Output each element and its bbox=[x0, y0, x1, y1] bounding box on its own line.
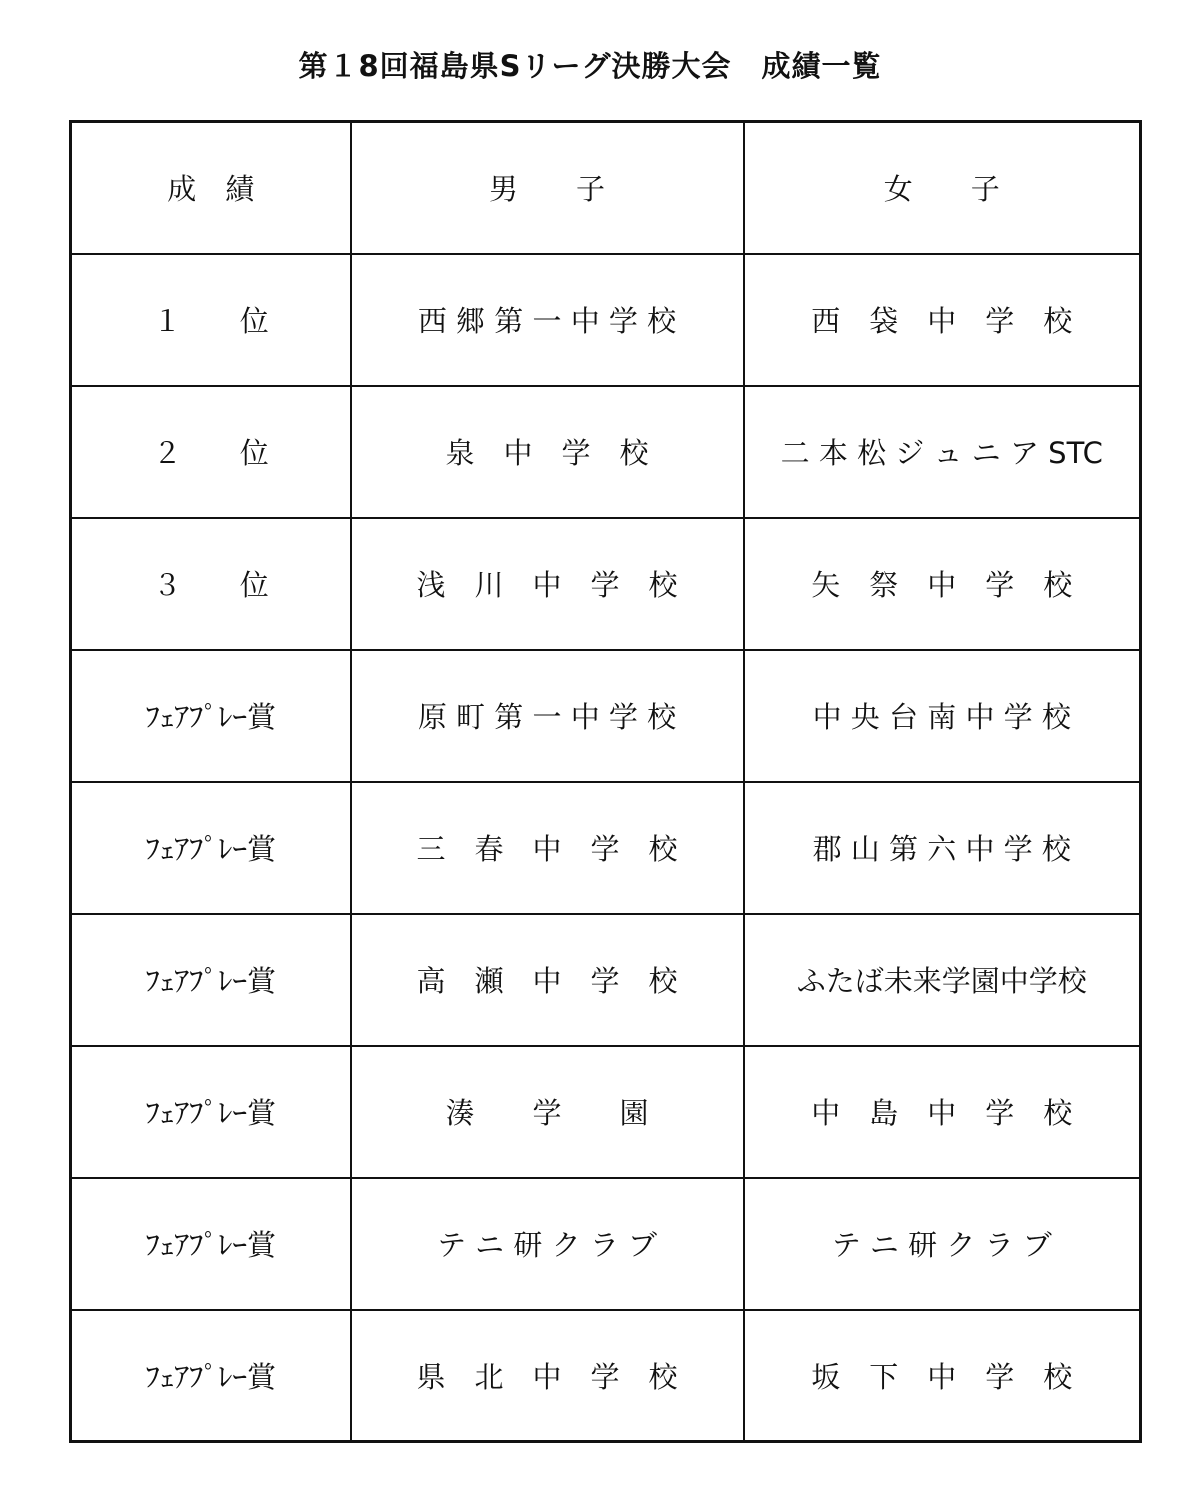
header-row bbox=[71, 122, 1141, 254]
boys-school-cell: 県 北 中 学 校 bbox=[351, 1310, 744, 1442]
rank-cell: ﾌｪｱﾌﾟﾚｰ賞 bbox=[71, 1178, 351, 1310]
rank-cell: ２ 位 bbox=[71, 386, 351, 518]
girls-school-cell: 中 央 台 南 中 学 校 bbox=[744, 650, 1141, 782]
results-table bbox=[69, 120, 1142, 1443]
table-row bbox=[71, 1178, 1141, 1310]
table-row bbox=[71, 650, 1141, 782]
table-row bbox=[71, 914, 1141, 1046]
boys-school-cell: 浅 川 中 学 校 bbox=[351, 518, 744, 650]
table-row bbox=[71, 386, 1141, 518]
girls-school-cell: ふたば未来学園中学校 bbox=[744, 914, 1141, 1046]
boys-school-cell: 西 郷 第 一 中 学 校 bbox=[351, 254, 744, 386]
table-row bbox=[71, 254, 1141, 386]
header-rank: 成 績 bbox=[71, 122, 351, 254]
girls-school-cell: 郡 山 第 六 中 学 校 bbox=[744, 782, 1141, 914]
table-row bbox=[71, 518, 1141, 650]
boys-school-cell: 三 春 中 学 校 bbox=[351, 782, 744, 914]
header-boys: 男 子 bbox=[351, 122, 744, 254]
rank-cell: ﾌｪｱﾌﾟﾚｰ賞 bbox=[71, 1046, 351, 1178]
girls-school-cell: テ ニ 研 ク ラ ブ bbox=[744, 1178, 1141, 1310]
girls-school-cell: 中 島 中 学 校 bbox=[744, 1046, 1141, 1178]
girls-school-cell: 西 袋 中 学 校 bbox=[744, 254, 1141, 386]
rank-cell: ﾌｪｱﾌﾟﾚｰ賞 bbox=[71, 914, 351, 1046]
rank-cell: ３ 位 bbox=[71, 518, 351, 650]
table-row bbox=[71, 782, 1141, 914]
boys-school-cell: 高 瀬 中 学 校 bbox=[351, 914, 744, 1046]
rank-cell: ﾌｪｱﾌﾟﾚｰ賞 bbox=[71, 650, 351, 782]
boys-school-cell: テ ニ 研 ク ラ ブ bbox=[351, 1178, 744, 1310]
girls-school-cell: 坂 下 中 学 校 bbox=[744, 1310, 1141, 1442]
boys-school-cell: 泉 中 学 校 bbox=[351, 386, 744, 518]
page-title: 第１8回福島県Sリーグ決勝大会 成績一覧 bbox=[298, 49, 882, 83]
boys-school-cell: 原 町 第 一 中 学 校 bbox=[351, 650, 744, 782]
boys-school-cell: 湊 学 園 bbox=[351, 1046, 744, 1178]
table-row bbox=[71, 1046, 1141, 1178]
table-row bbox=[71, 1310, 1141, 1442]
rank-cell: ﾌｪｱﾌﾟﾚｰ賞 bbox=[71, 782, 351, 914]
header-girls: 女 子 bbox=[744, 122, 1141, 254]
girls-school-cell: 二 本 松 ジ ュ ニ ア STC bbox=[744, 386, 1141, 518]
rank-cell: ﾌｪｱﾌﾟﾚｰ賞 bbox=[71, 1310, 351, 1442]
rank-cell: １ 位 bbox=[71, 254, 351, 386]
girls-school-cell: 矢 祭 中 学 校 bbox=[744, 518, 1141, 650]
